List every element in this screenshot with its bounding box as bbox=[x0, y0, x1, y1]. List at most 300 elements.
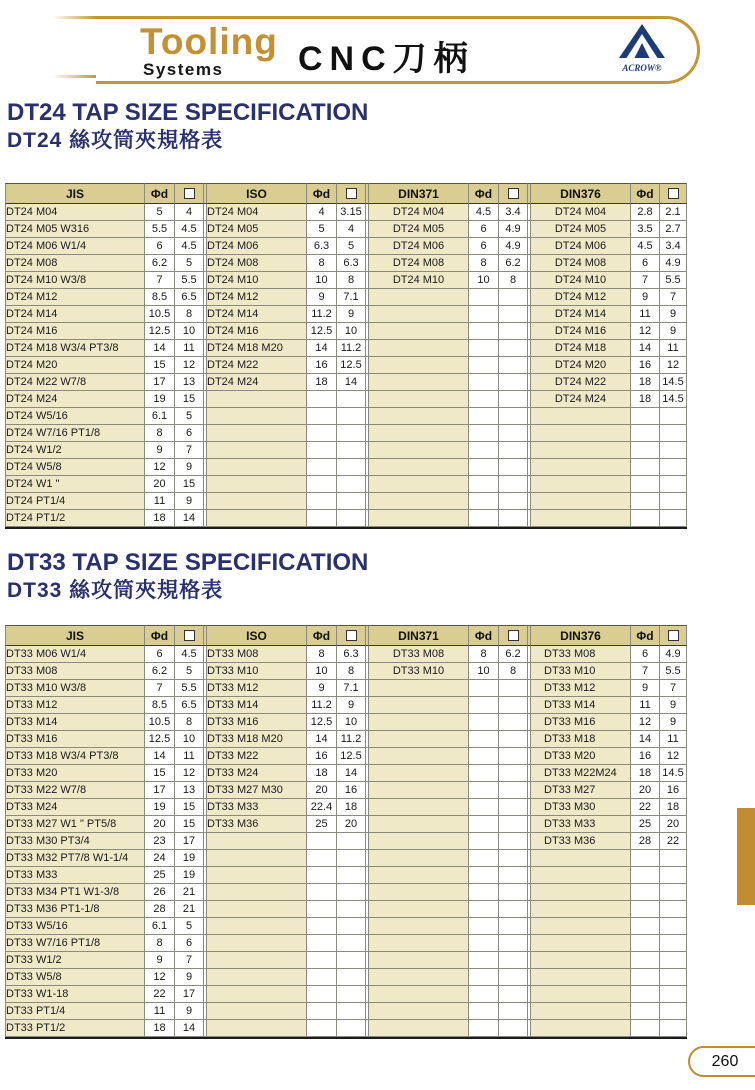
value-cell bbox=[307, 935, 337, 952]
table-row bbox=[5, 459, 687, 476]
table-row bbox=[5, 918, 687, 935]
value-cell: 4.9 bbox=[660, 646, 687, 663]
value-cell: 16 bbox=[337, 782, 366, 799]
value-cell: 18 bbox=[660, 799, 687, 816]
model-name-cell: DT33 M27 M30 bbox=[207, 782, 307, 799]
model-name-cell: DT24 W7/16 PT1/8 bbox=[5, 425, 145, 442]
value-cell bbox=[469, 306, 499, 323]
value-cell: 8 bbox=[175, 714, 204, 731]
value-cell bbox=[469, 765, 499, 782]
value-cell: 11 bbox=[631, 306, 660, 323]
model-name-cell: DT33 M24 bbox=[207, 765, 307, 782]
value-cell bbox=[660, 493, 687, 510]
value-cell bbox=[337, 1003, 366, 1020]
model-name-cell bbox=[207, 1020, 307, 1037]
table-row bbox=[5, 323, 687, 340]
value-cell: 15 bbox=[145, 765, 175, 782]
value-cell bbox=[660, 476, 687, 493]
model-name-cell bbox=[531, 901, 631, 918]
value-cell: 5 bbox=[337, 238, 366, 255]
value-cell: 4 bbox=[175, 204, 204, 221]
model-name-cell bbox=[531, 1003, 631, 1020]
value-cell: 12.5 bbox=[145, 323, 175, 340]
value-cell bbox=[631, 408, 660, 425]
model-name-cell bbox=[369, 918, 469, 935]
table-row bbox=[5, 255, 687, 272]
column-header: Φd bbox=[145, 183, 175, 204]
value-cell: 11 bbox=[145, 1003, 175, 1020]
model-name-cell: DT33 M22M24 bbox=[531, 765, 631, 782]
value-cell bbox=[469, 493, 499, 510]
value-cell bbox=[499, 969, 528, 986]
value-cell bbox=[337, 459, 366, 476]
value-cell bbox=[660, 442, 687, 459]
value-cell: 18 bbox=[337, 799, 366, 816]
value-cell bbox=[307, 442, 337, 459]
model-name-cell: DT24 M08 bbox=[531, 255, 631, 272]
model-name-cell: DT24 M10 bbox=[207, 272, 307, 289]
value-cell bbox=[631, 1003, 660, 1020]
value-cell: 9 bbox=[175, 1003, 204, 1020]
value-cell: 14 bbox=[175, 1020, 204, 1037]
value-cell bbox=[307, 510, 337, 527]
value-cell bbox=[499, 697, 528, 714]
value-cell: 9 bbox=[660, 306, 687, 323]
value-cell: 16 bbox=[307, 357, 337, 374]
value-cell bbox=[631, 476, 660, 493]
value-cell bbox=[660, 986, 687, 1003]
value-cell: 16 bbox=[307, 748, 337, 765]
model-name-cell bbox=[207, 408, 307, 425]
value-cell: 9 bbox=[307, 680, 337, 697]
model-name-cell: DT33 M36 bbox=[207, 816, 307, 833]
model-name-cell: DT24 W1/2 bbox=[5, 442, 145, 459]
table-row bbox=[5, 833, 687, 850]
value-cell bbox=[499, 986, 528, 1003]
value-cell bbox=[631, 459, 660, 476]
value-cell bbox=[337, 935, 366, 952]
value-cell bbox=[469, 935, 499, 952]
model-name-cell: DT24 M06 bbox=[207, 238, 307, 255]
value-cell: 9 bbox=[175, 459, 204, 476]
value-cell bbox=[469, 680, 499, 697]
column-header: JIS bbox=[5, 625, 145, 646]
value-cell: 10 bbox=[175, 323, 204, 340]
model-name-cell bbox=[207, 510, 307, 527]
value-cell: 7 bbox=[145, 680, 175, 697]
table-row bbox=[5, 969, 687, 986]
value-cell: 9 bbox=[145, 442, 175, 459]
value-cell bbox=[469, 1003, 499, 1020]
value-cell: 6 bbox=[175, 935, 204, 952]
model-name-cell bbox=[531, 459, 631, 476]
table-row bbox=[5, 748, 687, 765]
model-name-cell bbox=[531, 493, 631, 510]
table-row bbox=[5, 425, 687, 442]
model-name-cell bbox=[369, 884, 469, 901]
value-cell bbox=[307, 408, 337, 425]
value-cell: 25 bbox=[145, 867, 175, 884]
value-cell: 22.4 bbox=[307, 799, 337, 816]
model-name-cell bbox=[369, 442, 469, 459]
value-cell: 10 bbox=[337, 323, 366, 340]
value-cell bbox=[631, 969, 660, 986]
model-name-cell: DT33 M20 bbox=[531, 748, 631, 765]
model-name-cell: DT24 M24 bbox=[5, 391, 145, 408]
value-cell: 3.15 bbox=[337, 204, 366, 221]
table-row bbox=[5, 238, 687, 255]
column-header: Φd bbox=[307, 625, 337, 646]
model-name-cell: DT24 M04 bbox=[5, 204, 145, 221]
value-cell: 10 bbox=[307, 272, 337, 289]
value-cell: 8 bbox=[337, 663, 366, 680]
value-cell: 6.5 bbox=[175, 697, 204, 714]
value-cell: 12 bbox=[660, 357, 687, 374]
value-cell: 21 bbox=[175, 884, 204, 901]
model-name-cell: DT33 M18 W3/4 PT3/8 bbox=[5, 748, 145, 765]
value-cell bbox=[337, 918, 366, 935]
value-cell: 15 bbox=[175, 816, 204, 833]
table-row bbox=[5, 663, 687, 680]
model-name-cell: DT33 W1/2 bbox=[5, 952, 145, 969]
model-name-cell: DT24 M16 bbox=[5, 323, 145, 340]
column-header bbox=[660, 183, 687, 204]
model-name-cell bbox=[369, 986, 469, 1003]
model-name-cell: DT33 M27 W1 " PT5/8 bbox=[5, 816, 145, 833]
model-name-cell bbox=[207, 986, 307, 1003]
table-row bbox=[5, 816, 687, 833]
table-row bbox=[5, 782, 687, 799]
table-row bbox=[5, 493, 687, 510]
page-title: CNC刀柄 bbox=[298, 40, 475, 78]
model-name-cell: DT33 M16 bbox=[531, 714, 631, 731]
value-cell: 12.5 bbox=[307, 714, 337, 731]
model-name-cell: DT33 M22 bbox=[207, 748, 307, 765]
model-name-cell: DT24 M18 bbox=[531, 340, 631, 357]
value-cell: 14 bbox=[631, 731, 660, 748]
value-cell: 5 bbox=[175, 408, 204, 425]
value-cell bbox=[499, 680, 528, 697]
model-name-cell: DT24 M06 W1/4 bbox=[5, 238, 145, 255]
model-name-cell: DT24 M12 bbox=[5, 289, 145, 306]
column-header: DIN371 bbox=[369, 625, 469, 646]
model-name-cell: DT24 M08 bbox=[5, 255, 145, 272]
square-symbol-icon bbox=[508, 630, 519, 641]
model-name-cell: DT33 M24 bbox=[5, 799, 145, 816]
value-cell: 24 bbox=[145, 850, 175, 867]
table-row bbox=[5, 221, 687, 238]
model-name-cell: DT24 M24 bbox=[531, 391, 631, 408]
model-name-cell bbox=[531, 986, 631, 1003]
column-header: JIS bbox=[5, 183, 145, 204]
model-name-cell: DT33 M06 W1/4 bbox=[5, 646, 145, 663]
value-cell bbox=[631, 442, 660, 459]
value-cell: 11 bbox=[175, 340, 204, 357]
value-cell bbox=[660, 935, 687, 952]
value-cell: 18 bbox=[145, 1020, 175, 1037]
value-cell: 6.2 bbox=[145, 663, 175, 680]
value-cell bbox=[337, 476, 366, 493]
value-cell: 22 bbox=[145, 986, 175, 1003]
value-cell bbox=[631, 493, 660, 510]
model-name-cell bbox=[369, 901, 469, 918]
model-name-cell: DT24 M14 bbox=[5, 306, 145, 323]
value-cell: 5.5 bbox=[145, 221, 175, 238]
table-row bbox=[5, 901, 687, 918]
table-row bbox=[5, 476, 687, 493]
table-row bbox=[5, 850, 687, 867]
model-name-cell: DT33 M08 bbox=[5, 663, 145, 680]
model-name-cell: DT24 M22 bbox=[207, 357, 307, 374]
value-cell: 4.5 bbox=[469, 204, 499, 221]
value-cell bbox=[499, 323, 528, 340]
model-name-cell: DT33 M18 bbox=[531, 731, 631, 748]
model-name-cell: DT33 M36 bbox=[531, 833, 631, 850]
value-cell bbox=[499, 425, 528, 442]
value-cell: 12 bbox=[175, 765, 204, 782]
value-cell bbox=[337, 510, 366, 527]
value-cell: 14 bbox=[307, 340, 337, 357]
value-cell bbox=[307, 833, 337, 850]
value-cell: 9 bbox=[175, 493, 204, 510]
value-cell: 14 bbox=[631, 340, 660, 357]
value-cell: 13 bbox=[175, 782, 204, 799]
value-cell bbox=[307, 986, 337, 1003]
value-cell bbox=[337, 986, 366, 1003]
column-header: ISO bbox=[207, 183, 307, 204]
value-cell bbox=[499, 748, 528, 765]
value-cell bbox=[499, 1020, 528, 1037]
value-cell bbox=[337, 850, 366, 867]
model-name-cell: DT33 M33 bbox=[207, 799, 307, 816]
value-cell bbox=[307, 850, 337, 867]
value-cell bbox=[499, 374, 528, 391]
model-name-cell: DT33 PT1/2 bbox=[5, 1020, 145, 1037]
value-cell: 10 bbox=[175, 731, 204, 748]
column-header: Φd bbox=[145, 625, 175, 646]
model-name-cell: DT24 M16 bbox=[207, 323, 307, 340]
value-cell: 9 bbox=[631, 680, 660, 697]
model-name-cell bbox=[531, 952, 631, 969]
column-header bbox=[660, 625, 687, 646]
table-row bbox=[5, 986, 687, 1003]
value-cell: 4 bbox=[337, 221, 366, 238]
value-cell bbox=[499, 408, 528, 425]
value-cell: 17 bbox=[145, 374, 175, 391]
model-name-cell: DT33 M12 bbox=[531, 680, 631, 697]
model-name-cell: DT24 M16 bbox=[531, 323, 631, 340]
value-cell bbox=[499, 799, 528, 816]
value-cell bbox=[469, 986, 499, 1003]
model-name-cell: DT24 W5/16 bbox=[5, 408, 145, 425]
banner-top-rule bbox=[52, 16, 96, 19]
value-cell: 4.5 bbox=[175, 221, 204, 238]
model-name-cell bbox=[369, 1020, 469, 1037]
model-name-cell bbox=[369, 680, 469, 697]
table-row bbox=[5, 646, 687, 663]
model-name-cell bbox=[369, 952, 469, 969]
value-cell: 17 bbox=[145, 782, 175, 799]
column-header bbox=[337, 625, 366, 646]
table-row bbox=[5, 204, 687, 221]
value-cell: 20 bbox=[145, 816, 175, 833]
value-cell bbox=[337, 1020, 366, 1037]
model-name-cell: DT33 M34 PT1 W1-3/8 bbox=[5, 884, 145, 901]
value-cell bbox=[631, 425, 660, 442]
square-symbol-icon bbox=[508, 188, 519, 199]
table-row bbox=[5, 680, 687, 697]
model-name-cell: DT24 M12 bbox=[207, 289, 307, 306]
value-cell: 12 bbox=[175, 357, 204, 374]
value-cell: 11 bbox=[175, 748, 204, 765]
value-cell: 16 bbox=[660, 782, 687, 799]
model-name-cell bbox=[207, 850, 307, 867]
value-cell: 10 bbox=[337, 714, 366, 731]
column-header bbox=[337, 183, 366, 204]
model-name-cell bbox=[531, 850, 631, 867]
model-name-cell bbox=[369, 459, 469, 476]
value-cell bbox=[469, 731, 499, 748]
value-cell: 8 bbox=[145, 935, 175, 952]
value-cell bbox=[469, 816, 499, 833]
value-cell: 25 bbox=[631, 816, 660, 833]
value-cell: 15 bbox=[175, 476, 204, 493]
model-name-cell: DT24 M08 bbox=[207, 255, 307, 272]
model-name-cell: DT33 M32 PT7/8 W1-1/4 bbox=[5, 850, 145, 867]
model-name-cell: DT33 M30 PT3/4 bbox=[5, 833, 145, 850]
model-name-cell bbox=[207, 867, 307, 884]
value-cell bbox=[631, 1020, 660, 1037]
value-cell: 8 bbox=[145, 425, 175, 442]
value-cell: 13 bbox=[175, 374, 204, 391]
model-name-cell bbox=[369, 731, 469, 748]
table-row bbox=[5, 391, 687, 408]
value-cell bbox=[469, 918, 499, 935]
value-cell: 12.5 bbox=[337, 748, 366, 765]
value-cell: 9 bbox=[337, 306, 366, 323]
value-cell: 6.2 bbox=[499, 255, 528, 272]
value-cell bbox=[499, 782, 528, 799]
value-cell: 11 bbox=[660, 731, 687, 748]
value-cell bbox=[499, 765, 528, 782]
value-cell bbox=[307, 391, 337, 408]
value-cell bbox=[337, 867, 366, 884]
header-banner bbox=[96, 16, 700, 84]
value-cell bbox=[660, 884, 687, 901]
model-name-cell bbox=[531, 969, 631, 986]
dt24-spec-table bbox=[5, 183, 687, 529]
model-name-cell: DT33 M16 bbox=[5, 731, 145, 748]
model-name-cell bbox=[369, 1003, 469, 1020]
value-cell bbox=[469, 901, 499, 918]
value-cell bbox=[499, 952, 528, 969]
model-name-cell bbox=[207, 833, 307, 850]
table-row bbox=[5, 510, 687, 527]
value-cell bbox=[631, 918, 660, 935]
column-header bbox=[175, 183, 204, 204]
value-cell: 15 bbox=[145, 357, 175, 374]
value-cell: 10 bbox=[469, 663, 499, 680]
value-cell bbox=[660, 901, 687, 918]
value-cell bbox=[631, 986, 660, 1003]
model-name-cell bbox=[369, 408, 469, 425]
value-cell: 11 bbox=[660, 340, 687, 357]
value-cell bbox=[660, 867, 687, 884]
value-cell: 9 bbox=[660, 323, 687, 340]
value-cell bbox=[499, 510, 528, 527]
model-name-cell bbox=[369, 289, 469, 306]
model-name-cell: DT24 M10 bbox=[369, 272, 469, 289]
value-cell: 6 bbox=[145, 646, 175, 663]
square-symbol-icon bbox=[184, 188, 195, 199]
value-cell bbox=[660, 1003, 687, 1020]
value-cell: 12.5 bbox=[145, 731, 175, 748]
value-cell: 18 bbox=[307, 374, 337, 391]
value-cell: 8 bbox=[337, 272, 366, 289]
value-cell: 7.1 bbox=[337, 680, 366, 697]
value-cell bbox=[307, 476, 337, 493]
value-cell: 5 bbox=[175, 918, 204, 935]
value-cell bbox=[499, 340, 528, 357]
value-cell: 9 bbox=[145, 952, 175, 969]
model-name-cell bbox=[369, 782, 469, 799]
model-name-cell: DT24 M20 bbox=[531, 357, 631, 374]
value-cell: 11 bbox=[145, 493, 175, 510]
value-cell: 4.9 bbox=[499, 238, 528, 255]
value-cell: 7 bbox=[175, 952, 204, 969]
model-name-cell: DT33 M10 bbox=[369, 663, 469, 680]
value-cell: 7.1 bbox=[337, 289, 366, 306]
value-cell: 6.3 bbox=[337, 646, 366, 663]
model-name-cell bbox=[531, 918, 631, 935]
value-cell bbox=[660, 1020, 687, 1037]
model-name-cell: DT33 M08 bbox=[531, 646, 631, 663]
model-name-cell bbox=[369, 357, 469, 374]
model-name-cell: DT33 W7/16 PT1/8 bbox=[5, 935, 145, 952]
value-cell: 8.5 bbox=[145, 697, 175, 714]
value-cell: 15 bbox=[175, 799, 204, 816]
value-cell: 6 bbox=[631, 255, 660, 272]
value-cell: 6 bbox=[175, 425, 204, 442]
value-cell: 18 bbox=[631, 374, 660, 391]
model-name-cell bbox=[207, 935, 307, 952]
value-cell: 8 bbox=[307, 255, 337, 272]
column-header: Φd bbox=[631, 183, 660, 204]
model-name-cell bbox=[369, 765, 469, 782]
value-cell: 22 bbox=[660, 833, 687, 850]
section2-title-zh: DT33 絲攻筒夾規格表 bbox=[7, 579, 224, 602]
value-cell: 10 bbox=[469, 272, 499, 289]
section1-title-zh: DT24 絲攻筒夾規格表 bbox=[7, 129, 224, 152]
model-name-cell: DT24 M14 bbox=[531, 306, 631, 323]
value-cell: 5.5 bbox=[175, 680, 204, 697]
model-name-cell bbox=[369, 340, 469, 357]
value-cell bbox=[660, 969, 687, 986]
model-name-cell bbox=[369, 510, 469, 527]
value-cell bbox=[469, 323, 499, 340]
model-name-cell bbox=[531, 884, 631, 901]
brand-block bbox=[140, 23, 278, 78]
value-cell bbox=[469, 714, 499, 731]
value-cell bbox=[337, 408, 366, 425]
model-name-cell: DT24 M05 bbox=[207, 221, 307, 238]
brand-name: Tooling bbox=[140, 21, 278, 62]
model-name-cell bbox=[207, 391, 307, 408]
table-row bbox=[5, 357, 687, 374]
model-name-cell bbox=[369, 697, 469, 714]
value-cell: 16 bbox=[631, 748, 660, 765]
model-name-cell: DT24 M05 bbox=[531, 221, 631, 238]
